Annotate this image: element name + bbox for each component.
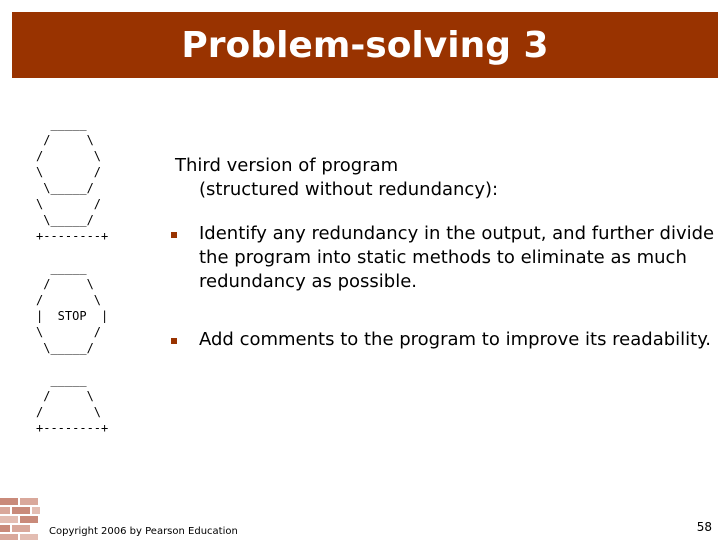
bullet-text: Identify any redundancy in the output, and further divide the program into static methods to eliminate as much redundancy as possible. [199,223,715,292]
page-number: 58 [696,520,712,534]
bullet-list [170,222,715,386]
ascii-art-figure: _____ / \ / \ \ / \_____/ \ / \_____/ +--------+ _____ / \ / \ | STOP | \ / \_____/ _____ / \ / \ +--------+ [36,117,109,435]
intro-line-1: Third version of program [175,155,399,176]
intro-line-2: (structured without redundancy): [199,179,499,200]
bullet-item [170,222,715,294]
intro-text [175,154,695,202]
copyright-footer: Copyright 2006 by Pearson Education [49,526,238,537]
square-bullet-icon [171,232,177,238]
square-bullet-icon [171,338,177,344]
bullet-item [170,328,715,352]
brick-wall-icon [0,494,40,540]
slide-title: Problem-solving 3 [181,25,549,66]
bullet-text: Add comments to the program to improve its readability. [199,329,712,350]
